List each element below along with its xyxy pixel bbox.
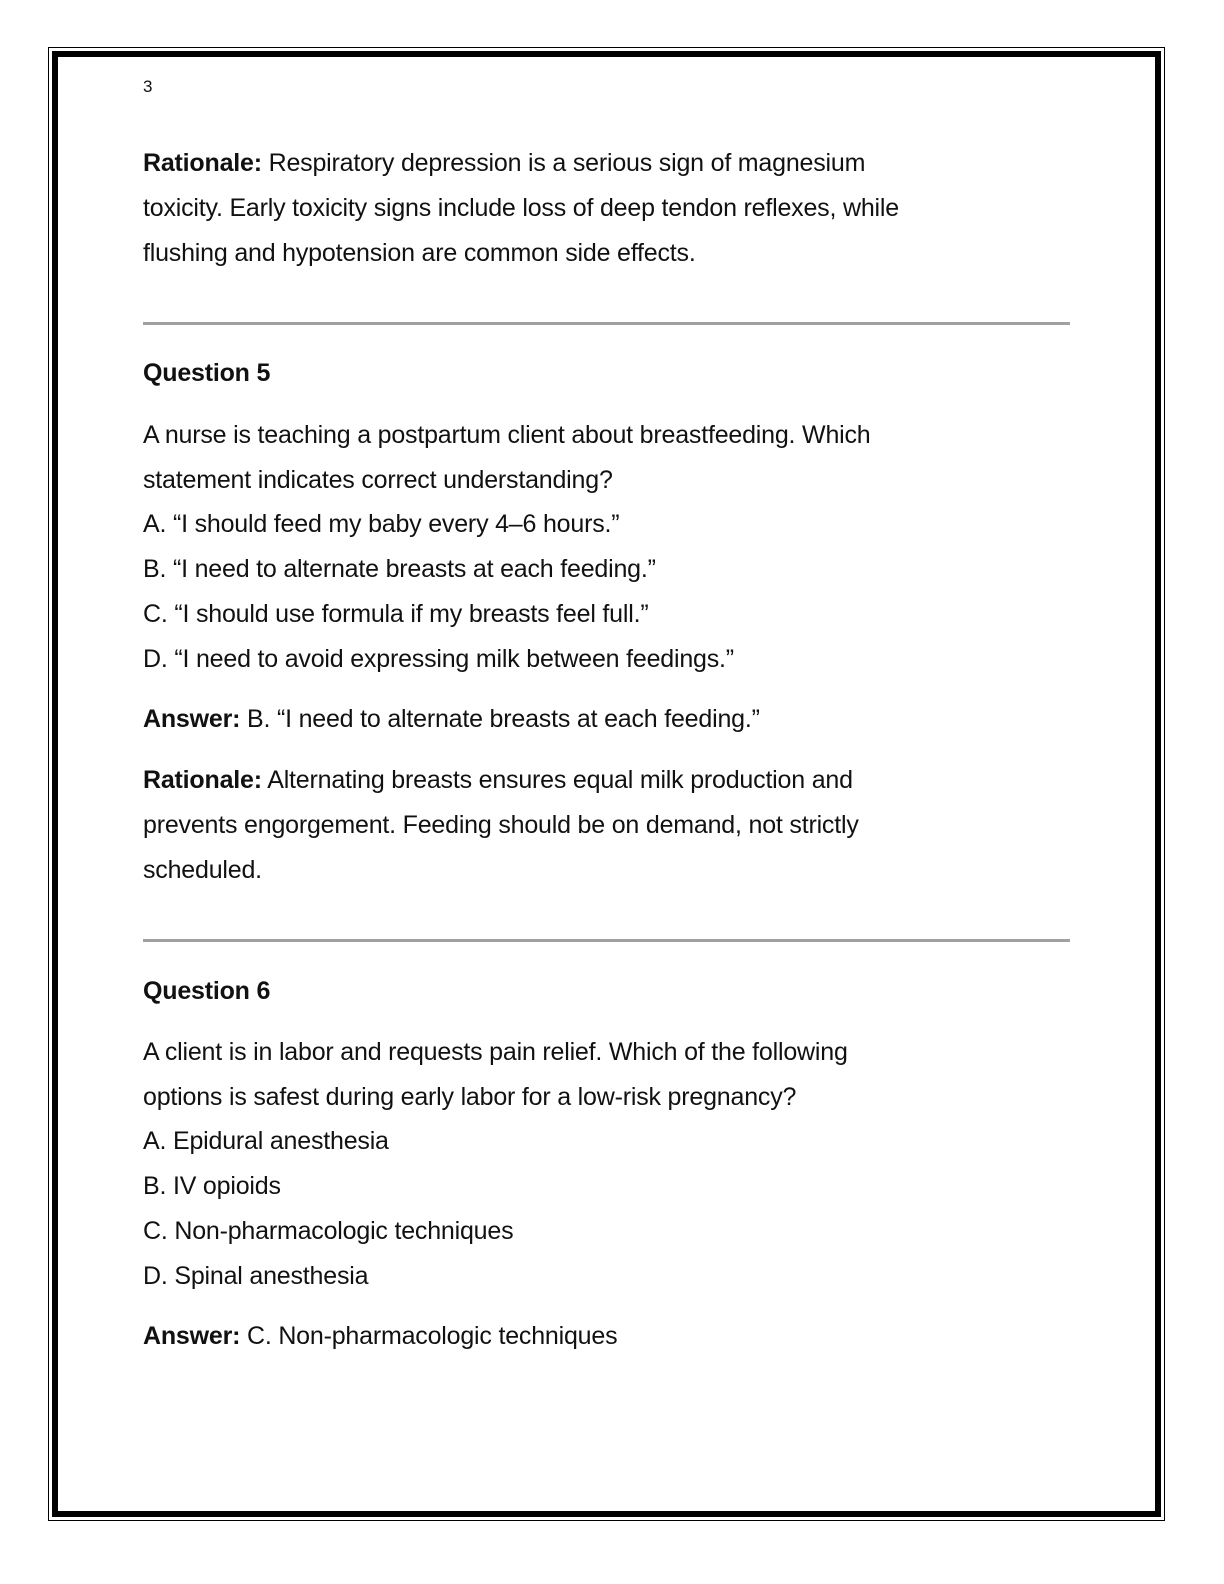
rationale-line: flushing and hypotension are common side effects. bbox=[143, 239, 696, 267]
answer-text: C. Non-pharmacologic techniques bbox=[240, 1322, 618, 1350]
rationale-line bbox=[143, 765, 853, 795]
rationale-line: scheduled. bbox=[143, 856, 262, 884]
answer-label: Answer: bbox=[143, 1322, 241, 1350]
option-b: B. IV opioids bbox=[143, 1172, 281, 1200]
rationale-label: Rationale: bbox=[143, 766, 262, 794]
rationale-line: toxicity. Early toxicity signs include loss of deep tendon reflexes, while bbox=[143, 194, 899, 222]
rationale-text: Alternating breasts ensures equal milk production and bbox=[261, 766, 853, 794]
rationale-line: prevents engorgement. Feeding should be on demand, not strictly bbox=[143, 811, 859, 839]
divider bbox=[143, 939, 1070, 942]
page-number: 3 bbox=[143, 77, 153, 96]
option-a: A. Epidural anesthesia bbox=[143, 1127, 389, 1155]
option-a: A. “I should feed my baby every 4–6 hours.” bbox=[143, 510, 620, 538]
rationale-text: Respiratory depression is a serious sign of magnesium bbox=[261, 149, 866, 177]
answer-line bbox=[143, 704, 760, 734]
answer-text: B. “I need to alternate breasts at each feeding.” bbox=[240, 705, 760, 733]
rationale-label: Rationale: bbox=[143, 149, 262, 177]
question-6-title: Question 6 bbox=[143, 977, 271, 1005]
question-stem: A client is in labor and requests pain relief. Which of the following bbox=[143, 1038, 848, 1066]
option-d: D. “I need to avoid expressing milk between feedings.” bbox=[143, 645, 734, 673]
rationale-line bbox=[143, 148, 865, 178]
option-b: B. “I need to alternate breasts at each feeding.” bbox=[143, 555, 656, 583]
divider bbox=[143, 322, 1070, 325]
answer-line bbox=[143, 1321, 617, 1351]
question-stem: statement indicates correct understanding? bbox=[143, 466, 613, 494]
question-stem: A nurse is teaching a postpartum client about breastfeeding. Which bbox=[143, 421, 871, 449]
option-d: D. Spinal anesthesia bbox=[143, 1262, 369, 1290]
answer-label: Answer: bbox=[143, 705, 241, 733]
question-5-title: Question 5 bbox=[143, 359, 271, 387]
question-stem: options is safest during early labor for a low-risk pregnancy? bbox=[143, 1083, 797, 1111]
option-c: C. “I should use formula if my breasts feel full.” bbox=[143, 600, 649, 628]
option-c: C. Non-pharmacologic techniques bbox=[143, 1217, 514, 1245]
